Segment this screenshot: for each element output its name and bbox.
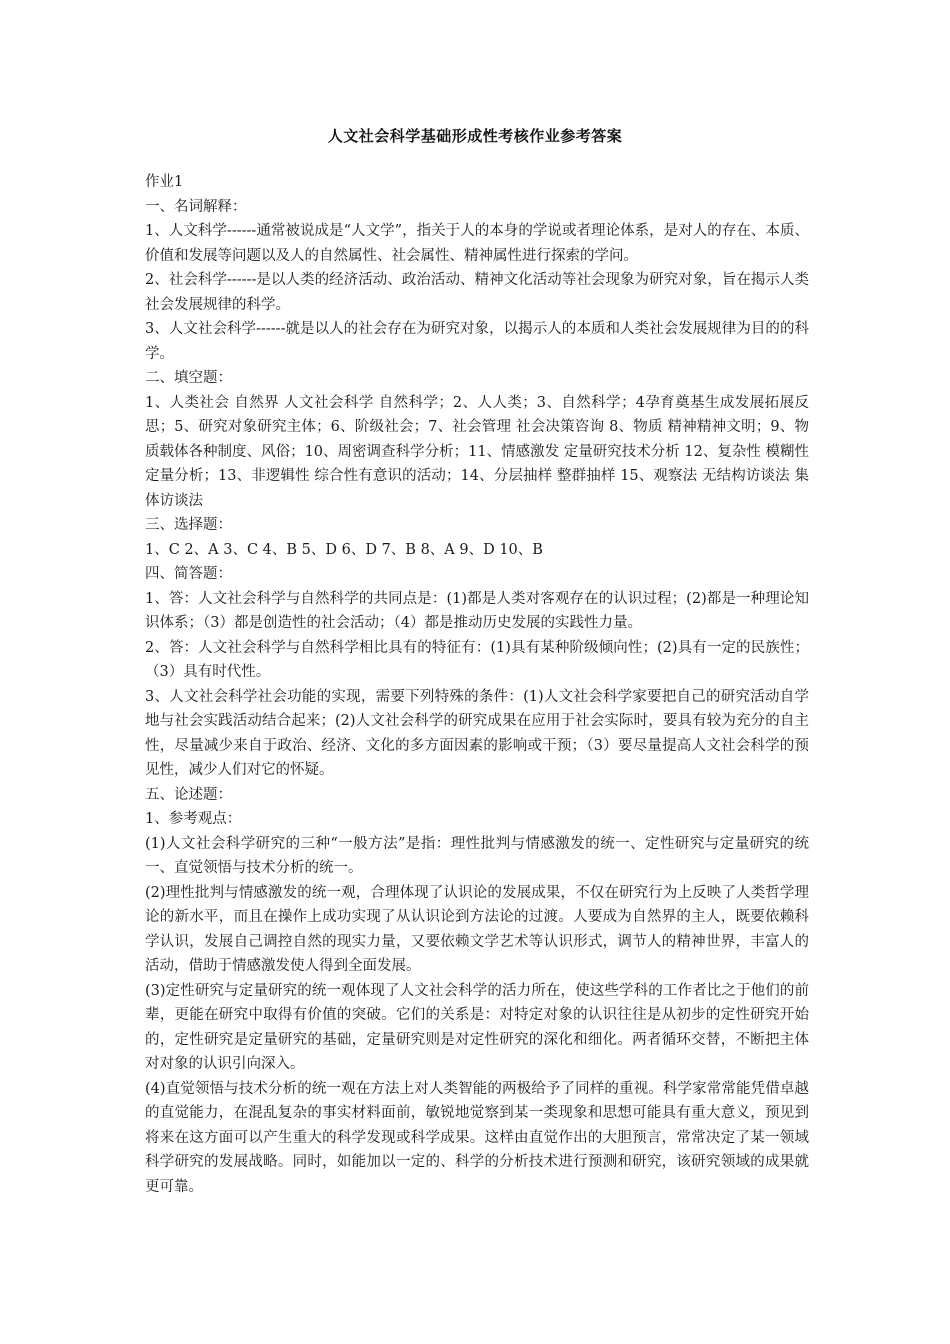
section-heading-fill-in: 二、填空题： — [145, 370, 232, 386]
section-heading-short-answer: 四、简答题： — [145, 566, 232, 582]
essay-point-2: (2)理性批判与情感激发的统一观，合理体现了认识论的发展成果，不仅在研究行为上反映了人类哲学理论的新水平，而且在操作上成功实现了从认识论到方法论的过渡。人要成为自然界的主人，既要依赖科学认识，发展自己调控自然的现实力量，又要依赖文学艺术等认识形式，调节人的精神世界，丰富人的活动，借助于情感激发使人得到全面发展。 — [145, 884, 809, 974]
fill-in-answers: 1、人类社会 自然界 人文社会科学 自然科学；2、人人类；3、自然科学；4孕育奠基生成发展拓展反思；5、研究对象研究主体；6、阶级社会；7、社会管理 社会决策咨询 8、物质 精神精神文明；9、物质载体各种制度、风俗；10、周密调查科学分析；11、情感激发 定量研究技术分析 12、复杂性 模糊性定量分析；13、非逻辑性 综合性有意识的活动；14、分层抽样 整群抽样 15、观察法 无结构访谈法 集体访谈法 — [145, 394, 809, 509]
definition-humanities-social-science: 3、人文社会科学------就是以人的社会存在为研究对象，以揭示人的本质和人类社会发展规律为目的的科学。 — [145, 321, 809, 362]
definition-social-science: 2、社会科学------是以人类的经济活动、政治活动、精神文化活动等社会现象为研究对象，旨在揭示人类社会发展规律的科学。 — [145, 272, 809, 313]
short-answer-2: 2、答：人文社会科学与自然科学相比具有的特征有：(1)具有某种阶级倾向性；(2)具有一定的民族性；（3）具有时代性。 — [145, 639, 809, 680]
document-body — [145, 170, 809, 1199]
section-heading-choice: 三、选择题： — [145, 517, 232, 533]
essay-point-4: (4)直觉领悟与技术分析的统一观在方法上对人类智能的两极给予了同样的重视。科学家常常能凭借卓越的直觉能力，在混乱复杂的事实材料面前，敏锐地觉察到某一类现象和思想可能具有重大意义，预见到将来在这方面可以产生重大的科学发现或科学成果。这样由直觉作出的大胆预言，常常决定了某一领域科学研究的发展战略。同时，如能加以一定的、科学的分析技术进行预测和研究，该研究领域的成果就更可靠。 — [145, 1080, 809, 1195]
section-heading-definitions: 一、名词解释： — [145, 198, 247, 215]
essay-point-3: (3)定性研究与定量研究的统一观体现了人文社会科学的活力所在，使这些学科的工作者比之于他们的前辈，更能在研究中取得有价值的突破。它们的关系是：对特定对象的认识往往是从初步的定性研究开始的，定性研究是定量研究的基础，定量研究则是对定性研究的深化和细化。两者循环交替，不断把主体对对象的认识引向深入。 — [145, 982, 809, 1072]
heading-assignment: 作业1 — [145, 174, 184, 190]
document-title: 人文社会科学基础形成性考核作业参考答案 — [327, 127, 623, 145]
essay-point-1: (1)人文社会科学研究的三种“一般方法”是指：理性批判与情感激发的统一、定性研究与定量研究的统一、直觉领悟与技术分析的统一。 — [145, 835, 809, 876]
short-answer-3: 3、人文社会科学社会功能的实现，需要下列特殊的条件：(1)人文社会科学家要把自己的研究活动自学地与社会实践活动结合起来；(2)人文社会科学的研究成果在应用于社会实际时，要具有较为充分的自主性，尽量减少来自于政治、经济、文化的多方面因素的影响或干预；（3）要尽量提高人文社会科学的预见性，减少人们对它的怀疑。 — [145, 688, 809, 778]
short-answer-1: 1、答：人文社会科学与自然科学的共同点是：(1)都是人类对客观存在的认识过程；(2)都是一种理论知识体系；（3）都是创造性的社会活动；（4）都是推动历史发展的实践性力量。 — [145, 590, 809, 631]
choice-answers: 1、C 2、A 3、C 4、B 5、D 6、D 7、B 8、A 9、D 10、B — [145, 541, 543, 558]
section-heading-essay: 五、论述题： — [145, 786, 232, 803]
definition-humanities: 1、人文科学------通常被说成是“人文学”，指关于人的本身的学说或者理论体系，是对人的存在、本质、价值和发展等问题以及人的自然属性、社会属性、精神属性进行探索的学问。 — [145, 223, 809, 264]
essay-reference-heading: 1、参考观点： — [145, 811, 242, 827]
